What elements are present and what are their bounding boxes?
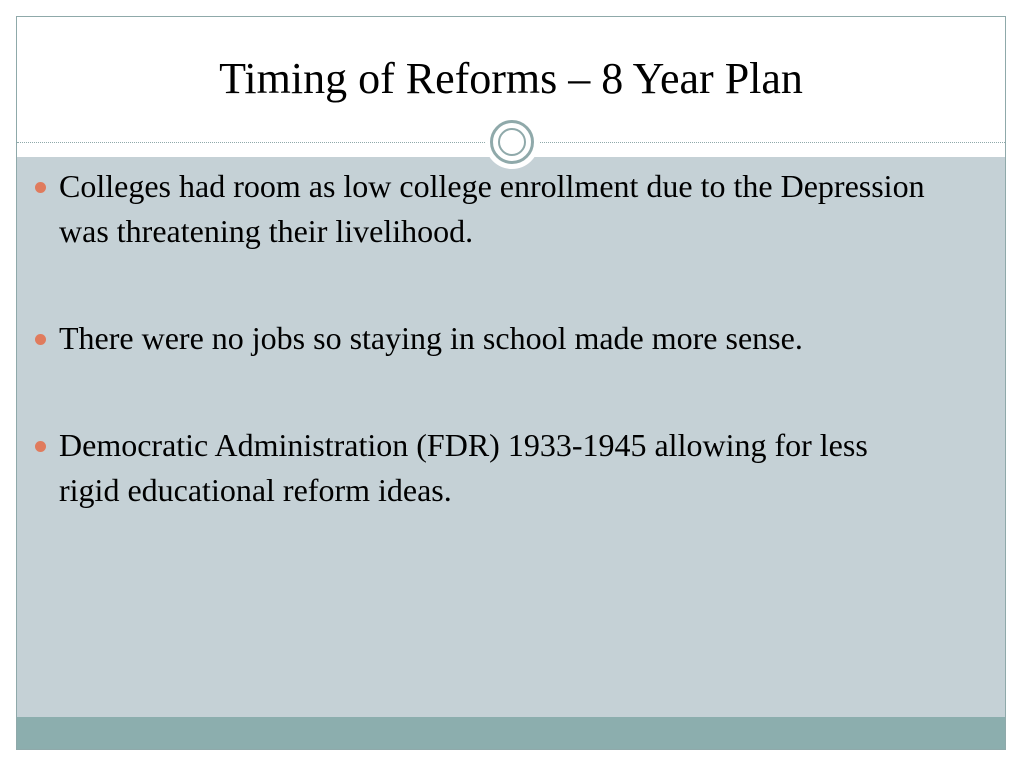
footer-band: [17, 717, 1005, 750]
bullet-item: [32, 316, 932, 361]
bullet-dot-icon: [35, 334, 46, 345]
bullet-text: There were no jobs so staying in school made more sense.: [59, 320, 803, 356]
ornament-inner-ring: [498, 128, 526, 156]
bullet-text: Colleges had room as low college enrollment due to the Depression was threatening their livelihood.: [59, 168, 925, 249]
bullet-text: Democratic Administration (FDR) 1933-1945 allowing for less rigid educational reform ideas.: [59, 427, 868, 508]
bullet-dot-icon: [35, 441, 46, 452]
bullet-list: [32, 164, 932, 575]
circle-ornament-icon: [485, 115, 539, 169]
bullet-dot-icon: [35, 182, 46, 193]
bullet-item: [32, 164, 932, 254]
slide-title: Timing of Reforms – 8 Year Plan: [219, 54, 803, 103]
bullet-item: [32, 423, 932, 513]
ornament-ring: [490, 120, 534, 164]
